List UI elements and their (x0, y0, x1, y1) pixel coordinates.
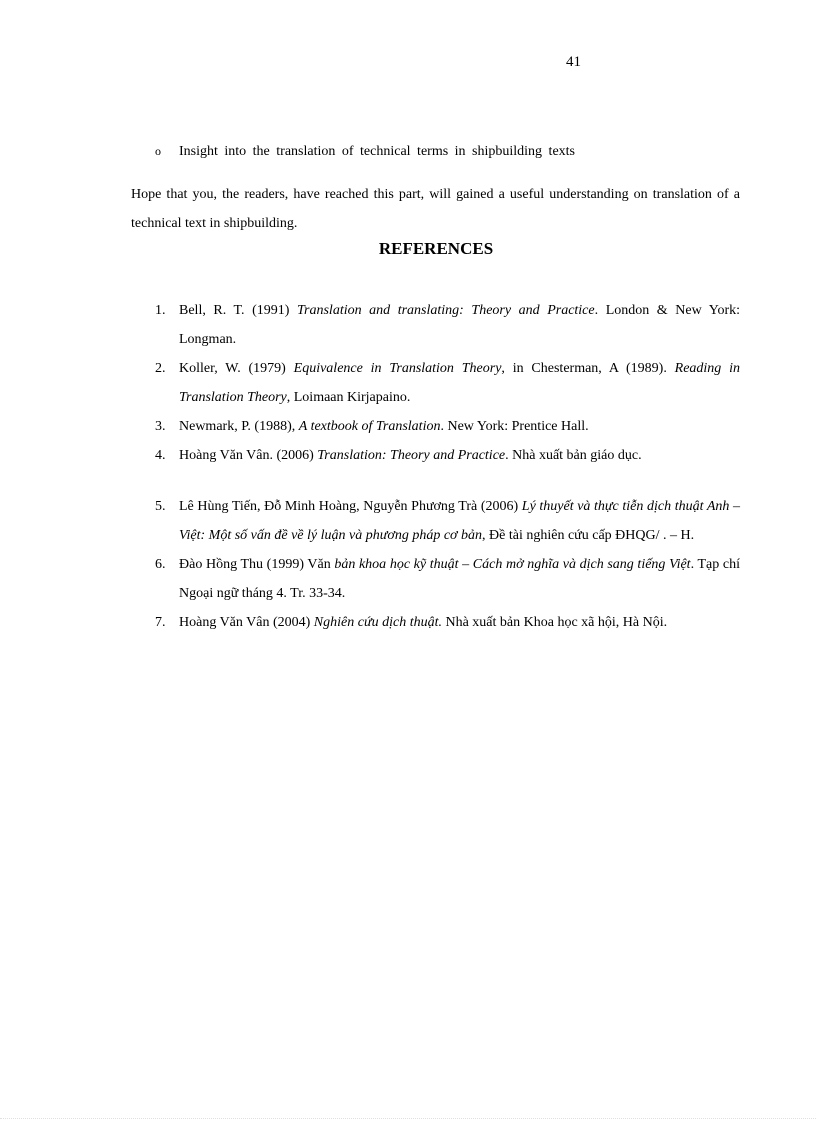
reference-title: Nghiên cứu dịch thuật. (313, 615, 442, 630)
reference-number: 1. (155, 303, 166, 318)
reference-list (155, 296, 740, 637)
reference-text: Newmark, P. (1988), (179, 419, 299, 434)
bullet-item (155, 144, 575, 160)
reference-text: Hoàng Văn Vân. (2006) (179, 448, 318, 463)
reference-text: . Nhà xuất bản giáo dục. (505, 448, 642, 463)
reference-text: . Tạp chí Ngoại ngữ tháng 4. Tr. 33-34. (179, 557, 740, 601)
reference-number: 4. (155, 448, 166, 463)
reference-item (155, 441, 740, 470)
reference-item (155, 550, 740, 608)
reference-number: 3. (155, 419, 166, 434)
bullet-marker: o (155, 144, 161, 158)
page-bottom-rule (0, 1118, 816, 1119)
reference-text: Nhà xuất bản Khoa học xã hội, Hà Nội. (441, 615, 668, 630)
reference-text: , Loimaan Kirjapaino. (286, 390, 411, 405)
body-paragraph: Hope that you, the readers, have reached this part, will gained a useful understanding on translation of a technical text in shipbuilding. (131, 187, 740, 231)
reference-title: A textbook of Translation (298, 419, 441, 434)
reference-text: Lê Hùng Tiến, Đỗ Minh Hoàng, Nguyễn Phương Trà (2006) (179, 499, 522, 514)
bullet-text: Insight into the translation of technical terms in shipbuilding texts (179, 144, 575, 159)
reference-title: Translation and translating: Theory and Practice (297, 303, 595, 318)
reference-title: Translation: Theory and Practice (317, 448, 506, 463)
reference-text: Đào Hồng Thu (1999) Văn (179, 557, 335, 572)
reference-title: Reading in Translation Theory (179, 361, 740, 405)
reference-text: Bell, R. T. (1991) (179, 303, 298, 318)
reference-text: , Đề tài nghiên cứu cấp ĐHQG/ . – H. (482, 528, 695, 543)
reference-item (155, 608, 740, 637)
reference-text: . London & New York: Longman. (179, 303, 740, 347)
reference-text: , in Chesterman, A (1989). (501, 361, 675, 376)
reference-title: bản khoa học kỹ thuật – Cách mở nghĩa và dịch sang tiếng Việt (334, 557, 691, 572)
references-heading: REFERENCES (378, 239, 494, 258)
reference-text: . New York: Prentice Hall. (440, 419, 589, 434)
reference-title: Lý thuyết và thực tiễn dịch thuật Anh – Việt: Một số vấn đề về lý luận và phương pháp cơ bản (179, 499, 740, 543)
reference-text: Hoàng Văn Vân (2004) (179, 615, 314, 630)
reference-title: Equivalence in Translation Theory (293, 361, 502, 376)
reference-number: 5. (155, 499, 166, 514)
reference-number: 7. (155, 615, 166, 630)
reference-number: 2. (155, 361, 166, 376)
page-number: 41 (566, 54, 581, 70)
reference-text: Koller, W. (1979) (179, 361, 294, 376)
reference-item (155, 354, 740, 412)
reference-item (155, 492, 740, 550)
reference-item (155, 412, 740, 441)
reference-number: 6. (155, 557, 166, 572)
reference-item (155, 296, 740, 354)
